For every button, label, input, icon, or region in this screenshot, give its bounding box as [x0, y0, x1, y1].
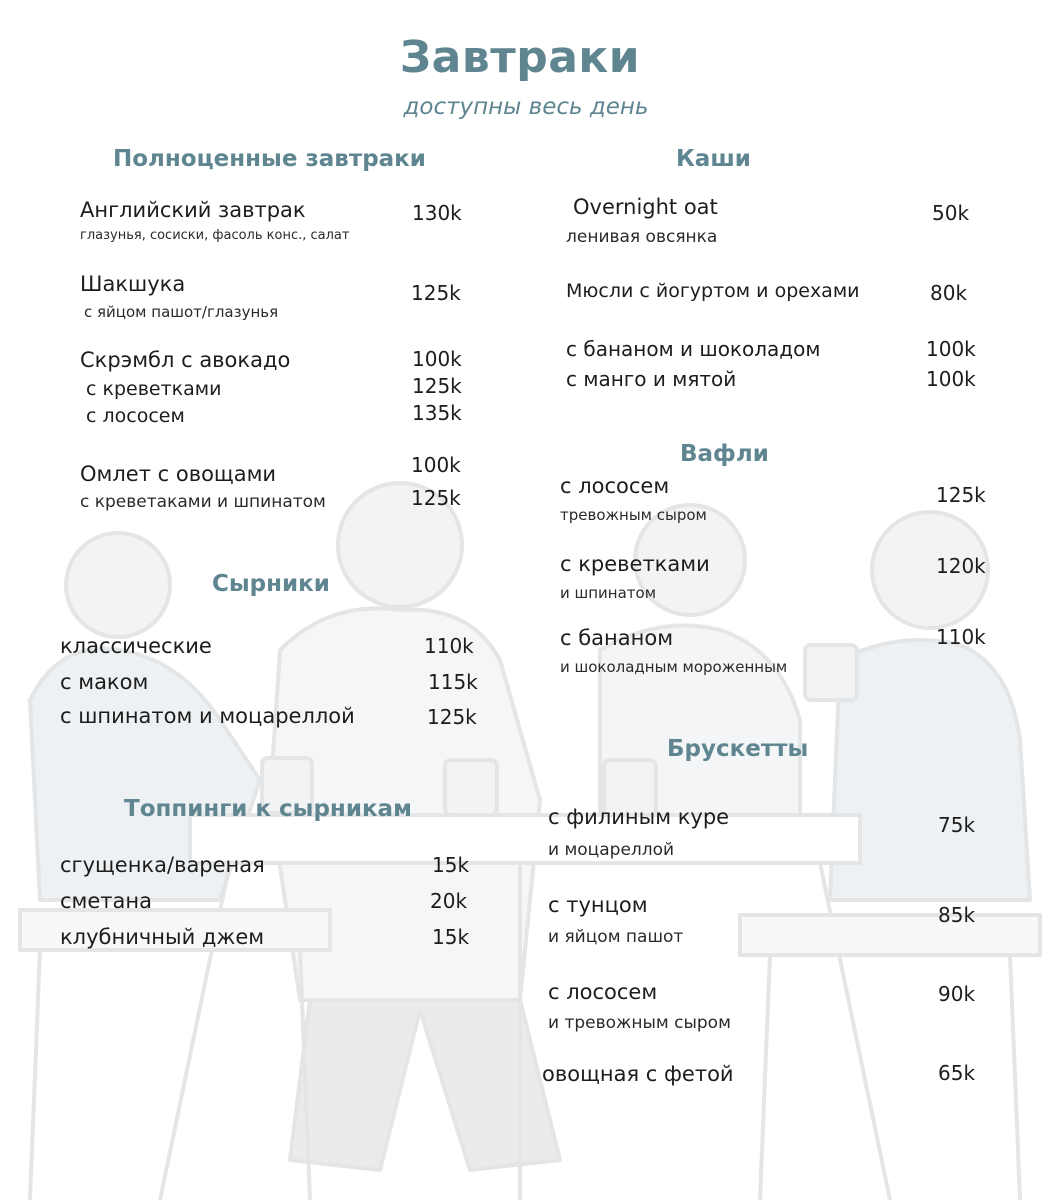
- menu-item-desc: и моцареллой: [548, 840, 675, 860]
- menu-item-price: 90k: [938, 982, 976, 1006]
- section-heading-full-breakfasts: Полноценные завтраки: [113, 146, 426, 172]
- menu-item-name: сметана: [60, 889, 153, 913]
- menu-item-name: с тунцом: [548, 893, 648, 917]
- menu-item-option: с креветаками и шпинатом: [80, 492, 326, 512]
- menu-item-price: 100k: [926, 367, 976, 391]
- menu-item-price: 65k: [938, 1061, 976, 1085]
- section-heading-syrniki: Сырники: [212, 571, 330, 597]
- menu-item-name: классические: [60, 634, 212, 658]
- menu-item-price: 100k: [411, 453, 461, 477]
- menu-item-desc: и тревожным сыром: [548, 1013, 731, 1033]
- menu-item-name: сгущенка/вареная: [60, 853, 265, 877]
- person-left-head: [66, 533, 170, 637]
- menu-item-price: 100k: [412, 347, 462, 371]
- menu-item-price: 15k: [432, 853, 470, 877]
- menu-item-price: 110k: [424, 634, 474, 658]
- menu-item-price: 115k: [428, 670, 478, 694]
- menu-item-price: 110k: [936, 625, 986, 649]
- menu-item-option: с лососем: [86, 405, 185, 427]
- section-heading-bruschetta: Брускетты: [667, 736, 809, 762]
- menu-item-name: с филиным куре: [548, 805, 730, 829]
- menu-item-desc: глазунья, сосиски, фасоль конс., салат: [80, 228, 350, 243]
- cup-2: [445, 760, 497, 815]
- menu-item-name: клубничный джем: [60, 925, 265, 949]
- cup-4: [805, 645, 857, 700]
- section-heading-porridge: Каши: [676, 146, 751, 172]
- menu-item-name: Английский завтрак: [80, 198, 306, 222]
- menu-item-name: с шпинатом и моцареллой: [60, 704, 355, 728]
- menu-item-name: с лососем: [560, 474, 670, 498]
- menu-item-name: с маком: [60, 670, 149, 694]
- table-top: [190, 815, 860, 863]
- menu-item-option: с креветками: [86, 378, 222, 400]
- menu-item-name: с лососем: [548, 980, 658, 1004]
- menu-item-name: Overnight oat: [573, 195, 718, 219]
- menu-item-price: 75k: [938, 813, 976, 837]
- menu-item-name: Мюсли с йогуртом и орехами: [566, 280, 860, 302]
- menu-item-price: 125k: [427, 705, 477, 729]
- menu-item-price: 80k: [930, 281, 968, 305]
- menu-item-desc: ленивая овсянка: [566, 227, 718, 247]
- menu-item-name: Омлет с овощами: [80, 462, 277, 486]
- menu-item-desc: с яйцом пашот/глазунья: [84, 303, 279, 321]
- menu-item-price: 50k: [932, 201, 970, 225]
- menu-item-desc: и шпинатом: [560, 584, 657, 602]
- page-subtitle: доступны весь день: [403, 94, 649, 120]
- menu-item-price: 125k: [411, 486, 461, 510]
- menu-item-desc: тревожным сыром: [560, 506, 707, 524]
- menu-item-desc: и шоколадным мороженным: [560, 658, 788, 676]
- menu-item-name: с бананом и шоколадом: [566, 337, 821, 361]
- menu-item-price: 100k: [926, 337, 976, 361]
- menu-item-price: 15k: [432, 925, 470, 949]
- menu-item-price: 120k: [936, 554, 986, 578]
- menu-item-name: Скрэмбл с авокадо: [80, 348, 291, 372]
- menu-item-price: 125k: [411, 281, 461, 305]
- menu-item-price: 20k: [430, 889, 468, 913]
- menu-item-desc: и яйцом пашот: [548, 927, 684, 947]
- page-title: Завтраки: [399, 32, 641, 83]
- section-heading-toppings: Топпинги к сырникам: [124, 796, 412, 822]
- menu-item-price: 85k: [938, 903, 976, 927]
- menu-item-name: с бананом: [560, 626, 674, 650]
- menu-item-name: Шакшука: [80, 272, 186, 296]
- menu-item-name: овощная с фетой: [542, 1062, 734, 1086]
- chair-right: [740, 915, 1040, 1200]
- menu-item-price: 125k: [936, 483, 986, 507]
- chair-left: [20, 910, 330, 1200]
- menu-item-price: 135k: [412, 401, 462, 425]
- menu-item-price: 130k: [412, 201, 462, 225]
- menu-item-name: с креветками: [560, 552, 710, 576]
- section-heading-waffles: Вафли: [680, 441, 769, 467]
- menu-item-name: с манго и мятой: [566, 367, 737, 391]
- menu-item-price: 125k: [412, 374, 462, 398]
